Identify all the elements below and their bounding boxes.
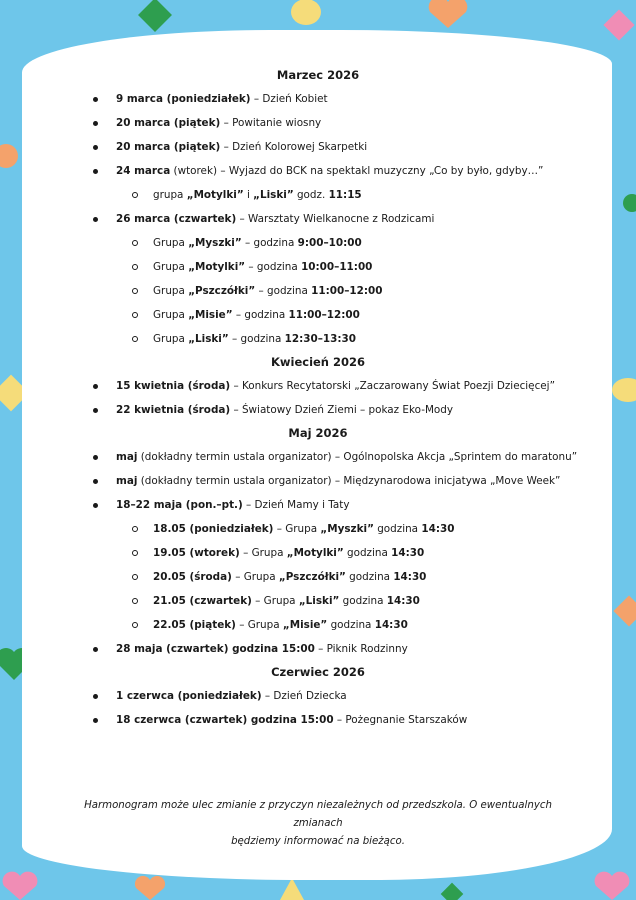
event-text-bold: 11:00–12:00 — [311, 285, 383, 297]
event-text: – godzina — [228, 333, 285, 345]
event-text: – Piknik Rodzinny — [314, 643, 408, 655]
event-text-bold: 24 marca — [116, 165, 171, 177]
event-item — [0, 445, 636, 469]
event-text: Grupa — [153, 285, 189, 297]
event-text-bold: 15 kwietnia (środa) — [116, 380, 231, 392]
event-text-bold: 18–22 maja (pon.–pt.) — [116, 499, 243, 511]
event-item — [0, 207, 636, 231]
footer-note — [60, 797, 576, 851]
event-text-bold: 9 marca (poniedziałek) — [116, 93, 251, 105]
event-text-bold: 20 marca (piątek) — [116, 117, 221, 129]
event-item — [0, 469, 636, 493]
event-text-bold: „Pszczółki” — [188, 285, 256, 297]
event-text-bold: 10:00–11:00 — [301, 261, 373, 273]
event-subitem — [0, 327, 636, 351]
event-item — [0, 708, 636, 732]
event-text-bold: 1 czerwca (poniedziałek) — [116, 690, 262, 702]
event-text: (dokładny termin ustala organizator) – Międzynarodowa inicjatywa „Move Week” — [137, 475, 561, 487]
event-item — [0, 159, 636, 183]
event-text: – Dzień Kobiet — [250, 93, 328, 105]
yellow-oval-shape — [291, 0, 321, 25]
footer-note-line-2: będziemy informować na bieżąco. — [231, 836, 405, 847]
event-subitem — [0, 565, 636, 589]
section-title: Czerwiec 2026 — [271, 665, 365, 679]
event-text-bold: 28 maja (czwartek) godzina 15:00 — [116, 643, 315, 655]
orange-heart-bottom-shape — [135, 876, 165, 900]
event-text-bold: 11:15 — [328, 189, 362, 201]
event-text: – Grupa — [239, 547, 287, 559]
event-text-bold: 14:30 — [393, 571, 427, 583]
event-text-bold: 14:30 — [386, 595, 420, 607]
event-text-bold: „Misie” — [282, 619, 328, 631]
event-item — [0, 135, 636, 159]
event-text-bold: „Liski” — [253, 189, 294, 201]
event-text: Grupa — [153, 333, 189, 345]
event-text-bold: 22 kwietnia (środa) — [116, 404, 231, 416]
event-text: – Grupa — [231, 571, 279, 583]
event-subitem — [0, 279, 636, 303]
event-text: godzina — [373, 523, 422, 535]
event-text: – godzina — [255, 285, 312, 297]
event-text-bold: 18 czerwca (czwartek) godzina 15:00 — [116, 714, 334, 726]
event-text: – Grupa — [235, 619, 283, 631]
event-text-bold: 11:00–12:00 — [288, 309, 360, 321]
event-text: Grupa — [153, 237, 189, 249]
event-text-bold: 26 marca (czwartek) — [116, 213, 237, 225]
event-item — [0, 111, 636, 135]
section-title: Maj 2026 — [288, 426, 348, 440]
event-text: (wtorek) – Wyjazd do BCK na spektakl muzyczny „Co by było, gdyby…” — [170, 165, 544, 177]
event-text: – Światowy Dzień Ziemi – pokaz Eko-Mody — [230, 404, 454, 416]
event-text-bold: 22.05 (piątek) — [153, 619, 236, 631]
event-text-bold: 19.05 (wtorek) — [153, 547, 240, 559]
green-diamond-shape — [138, 0, 172, 32]
event-subitem — [0, 541, 636, 565]
event-text-bold: 20 marca (piątek) — [116, 141, 221, 153]
event-text: godzina — [343, 547, 392, 559]
green-square-shape — [441, 883, 464, 900]
event-text-bold: „Pszczółki” — [278, 571, 346, 583]
event-text-bold: 14:30 — [391, 547, 425, 559]
pink-diamond-shape — [603, 9, 634, 40]
event-text: godzina — [339, 595, 387, 607]
event-text: – Dzień Dziecka — [261, 690, 347, 702]
event-text-bold: „Myszki” — [320, 523, 374, 535]
event-text-bold: „Myszki” — [188, 237, 242, 249]
event-subitem — [0, 589, 636, 613]
event-text: godz. — [293, 189, 329, 201]
event-text-bold: 14:30 — [374, 619, 408, 631]
event-subitem — [0, 255, 636, 279]
event-item — [0, 87, 636, 111]
event-text: – Dzień Mamy i Taty — [242, 499, 350, 511]
event-subitem — [0, 613, 636, 637]
event-text: – Warsztaty Wielkanocne z Rodzicami — [236, 213, 435, 225]
schedule-list — [0, 64, 636, 732]
event-text: – Dzień Kolorowej Skarpetki — [220, 141, 368, 153]
event-item — [0, 684, 636, 708]
event-text-bold: „Motylki” — [188, 261, 246, 273]
event-text-bold: „Motylki” — [186, 189, 244, 201]
event-text-bold: 20.05 (środa) — [153, 571, 232, 583]
event-text-bold: maj — [116, 475, 138, 487]
event-text: – Konkurs Recytatorski „Zaczarowany Świat Poezji Dziecięcej” — [230, 380, 555, 392]
event-text: – Grupa — [251, 595, 299, 607]
event-text-bold: „Misie” — [188, 309, 233, 321]
event-text: – godzina — [232, 309, 289, 321]
event-item — [0, 374, 636, 398]
event-text-bold: maj — [116, 451, 138, 463]
event-subitem — [0, 231, 636, 255]
event-text-bold: 18.05 (poniedziałek) — [153, 523, 274, 535]
event-subitem — [0, 517, 636, 541]
event-text: – Pożegnanie Starszaków — [333, 714, 468, 726]
event-subitem — [0, 183, 636, 207]
event-text-bold: 14:30 — [421, 523, 455, 535]
event-text-bold: 9:00–10:00 — [297, 237, 362, 249]
event-text: grupa — [153, 189, 187, 201]
event-text-bold: „Liski” — [298, 595, 340, 607]
event-item — [0, 398, 636, 422]
event-text: godzina — [327, 619, 375, 631]
section-title: Kwiecień 2026 — [270, 355, 366, 369]
yellow-triangle-shape — [280, 878, 304, 900]
event-item — [0, 637, 636, 661]
orange-heart-shape — [429, 0, 468, 28]
event-text-bold: „Motylki” — [286, 547, 344, 559]
event-text: – Powitanie wiosny — [220, 117, 322, 129]
footer-note-line-1: Harmonogram może ulec zmianie z przyczyn niezależnych od przedszkola. O ewentualnych zmianach — [84, 800, 552, 829]
event-text: Grupa — [153, 309, 189, 321]
event-text: – godzina — [245, 261, 302, 273]
pink-heart-bottom-shape — [595, 872, 630, 900]
event-text: godzina — [345, 571, 394, 583]
section-title: Marzec 2026 — [276, 68, 360, 82]
event-subitem — [0, 303, 636, 327]
event-text: – godzina — [241, 237, 298, 249]
event-text-bold: 21.05 (czwartek) — [153, 595, 252, 607]
event-text-bold: „Liski” — [188, 333, 229, 345]
pink-heart-shape — [3, 872, 38, 900]
event-text: Grupa — [153, 261, 189, 273]
event-text-bold: 12:30–13:30 — [284, 333, 356, 345]
event-text: – Grupa — [273, 523, 321, 535]
event-item — [0, 493, 636, 517]
event-text: i — [243, 189, 254, 201]
event-text: (dokładny termin ustala organizator) – Ogólnopolska Akcja „Sprintem do maratonu” — [137, 451, 578, 463]
